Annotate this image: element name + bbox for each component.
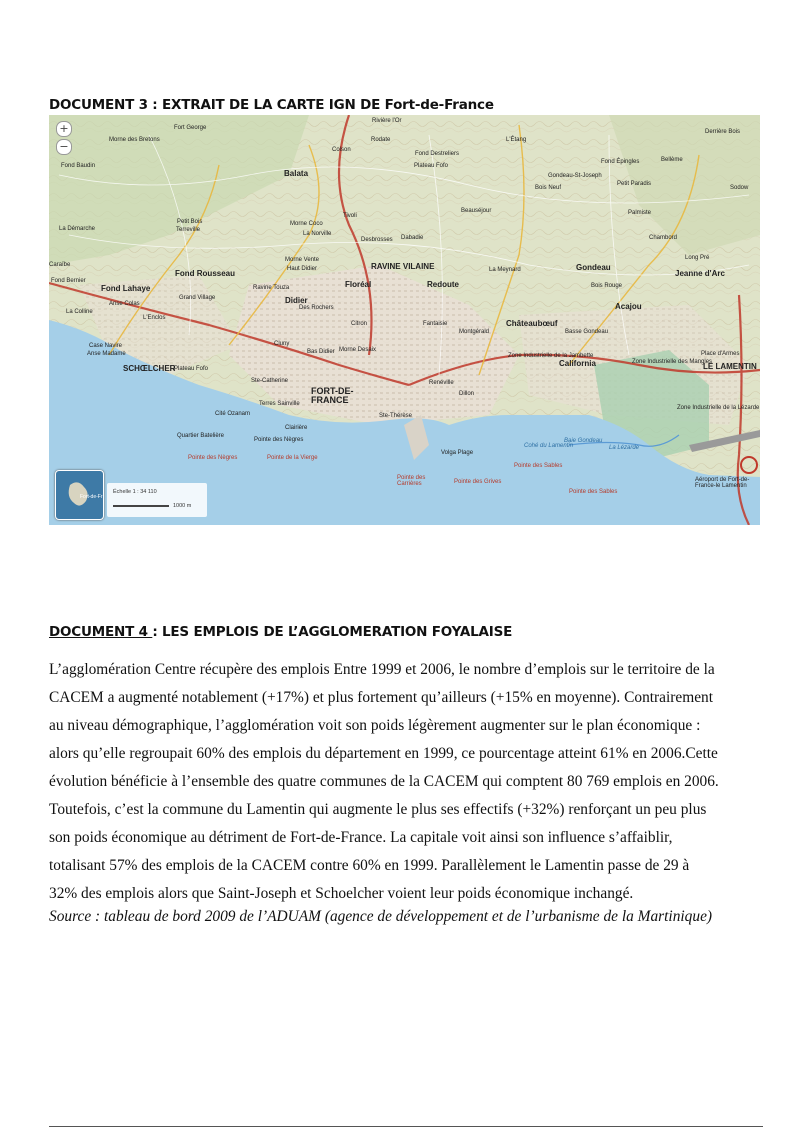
map-label: Fond Lahaye — [101, 284, 151, 293]
map-label: Anse Madame — [87, 351, 126, 357]
map-label: Colson — [332, 147, 351, 153]
map-label: SCHŒLCHER — [123, 364, 176, 373]
map-label: Desbrosses — [361, 237, 393, 243]
map-label: Jeanne d'Arc — [675, 269, 725, 278]
paragraph-line: Toutefois, c’est la commune du Lamentin qui augmente le plus ses effectifs (+32%) renforçant un peu plus — [49, 801, 707, 818]
map-label: La Démarche — [59, 226, 96, 232]
map-label: California — [559, 359, 596, 368]
map-label: Des Rochers — [299, 305, 334, 311]
map-label: Morne Desaix — [339, 347, 377, 353]
map-label: Long Pré — [685, 255, 710, 261]
map-label: Acajou — [615, 302, 642, 311]
map-label: Place d'Armes — [701, 351, 740, 357]
map-label: Derrière Bois — [705, 129, 741, 135]
paragraph-line: totalisant 57% des emplois de la CACEM contre 60% en 1999. Parallèlement le Lamentin passe de 29 à — [49, 857, 690, 874]
map-label: Plateau Fofo — [174, 366, 209, 372]
map-label: Terreville — [176, 227, 201, 233]
map-label: Chambord — [649, 235, 678, 241]
map-label: Cité Ozanam — [215, 411, 251, 417]
map-label: La Lézarde — [609, 445, 640, 451]
map-label: Redoute — [427, 280, 459, 289]
map-label: Dabadie — [401, 235, 424, 241]
map-label: Pointe des Nègres — [254, 437, 304, 443]
map-label: Fond Rousseau — [175, 269, 236, 278]
document-4-title-text: : LES EMPLOIS DE L’AGGLOMERATION FOYALAISE — [152, 624, 513, 640]
document-4-paragraph — [49, 656, 763, 926]
map-label: Clairière — [285, 425, 308, 431]
map-label: Fort George — [174, 125, 207, 131]
document-4-title — [49, 624, 512, 640]
map-label: La Norville — [303, 231, 332, 237]
paragraph-line: alors qu’elle regroupait 60% des emplois du département en 1999, ce pourcentage atteint 61% en 2006.Cette — [49, 745, 718, 762]
map-label: Cluny — [274, 341, 290, 347]
map-label: Volga Plage — [441, 450, 474, 456]
map-label: Grand Village — [179, 295, 216, 301]
map-label: Citron — [351, 321, 368, 327]
map-label: Ste-Thérèse — [379, 413, 413, 419]
map-label: Pointe des Sables — [514, 463, 563, 469]
map-label: Bois Neuf — [535, 185, 562, 191]
map-label: L'Enclos — [143, 315, 166, 321]
map-label: Fantaisie — [423, 321, 448, 327]
paragraph-line: évolution bénéficie à l’ensemble des quatre communes de la CACEM qui comptent 80 769 emplois en 2006. — [49, 773, 719, 790]
paragraph-line: CACEM a augmenté notablement (+17%) et plus fortement qu’ailleurs (+15% en moyenne). Contrairement — [49, 689, 714, 706]
map-label: Gondeau — [576, 263, 611, 272]
map-label: Zone Industrielle de la Jambette — [508, 353, 594, 359]
paragraph-line: son poids économique au détriment de Fort-de-France. La capitale voit ainsi son influence s’affaiblir, — [49, 829, 673, 846]
scale-bar-label: 1000 m — [173, 503, 192, 509]
map-label: Tivoli — [343, 213, 357, 219]
map-label: Morne des Bretons — [109, 137, 160, 143]
map-label: Aéroport de Fort-de-France-le Lamentin — [695, 477, 750, 489]
map-label: La Colline — [66, 309, 93, 315]
map-label: Ravine Touza — [253, 285, 290, 291]
map-label: Pointe des Sables — [569, 489, 618, 495]
map-label: Morne Vente — [285, 257, 320, 263]
map-label: Fond Bernier — [51, 278, 86, 284]
map-label: LE LAMENTIN — [703, 362, 757, 371]
map-label: Rodate — [371, 137, 391, 143]
map-label: Cohé du Lamentin — [524, 443, 574, 449]
scale-bar — [113, 505, 169, 507]
map-label: Case Navire — [89, 343, 123, 349]
map-label: Pointe des Carrières — [397, 475, 426, 487]
map-label: Plateau Fofo — [414, 163, 449, 169]
map-label: Fond Destreliers — [415, 151, 460, 157]
map-label: Balata — [284, 169, 309, 178]
map-label: Dillon — [459, 391, 475, 397]
source-citation: Source : tableau de bord 2009 de l’ADUAM (agence de développement et de l’urbanisme de la Martinique) — [49, 908, 713, 925]
map-label: Châteaubœuf — [506, 319, 558, 328]
map-label: Bois Rouge — [591, 283, 623, 289]
minimap-label: Fort-de-Fr — [80, 494, 103, 500]
map-label: Beauséjour — [461, 208, 492, 214]
scale-text: Échelle 1 : 34 110 — [113, 489, 157, 495]
map-label: Renéville — [429, 380, 454, 386]
document-3-title: DOCUMENT 3 : EXTRAIT DE LA CARTE IGN DE Fort-de-France — [49, 97, 494, 113]
paragraph-line: L’agglomération Centre récupère des emplois Entre 1999 et 2006, le nombre d’emplois sur le territoire de la — [49, 661, 715, 678]
map-label: Sodow — [730, 185, 749, 191]
map-label: Palmiste — [628, 210, 652, 216]
map-label-fort-de-france: FORT-DE-FRANCE — [311, 386, 354, 406]
map-label: Rivière l'Or — [372, 118, 402, 124]
map-label: RAVINE VILAINE — [371, 262, 435, 271]
map-label: Bellème — [661, 157, 683, 163]
zoom-out-button[interactable]: − — [56, 139, 72, 155]
map-label: Haut Didier — [287, 266, 318, 272]
map-label: Fond Baudin — [61, 163, 96, 169]
map-label: Pointe de la Vierge — [267, 455, 318, 461]
document-4-title-number: DOCUMENT 4 — [49, 624, 153, 640]
map-label: Morne Coco — [290, 221, 323, 227]
map-label: Pointe des Grives — [454, 479, 502, 485]
map-label: Bas Didier — [307, 349, 335, 355]
minimap[interactable] — [55, 470, 104, 520]
map-label: Terres Sainville — [259, 401, 300, 407]
map-label: Baie Gondeau — [564, 438, 603, 444]
map-label: Didier — [285, 296, 308, 305]
map-label: Anse Colas — [109, 301, 140, 307]
map-label: La Meynard — [489, 267, 521, 273]
map-label: Floréal — [345, 280, 372, 289]
map-label: Gondeau-St-Joseph — [548, 173, 602, 179]
paragraph-line: au niveau démographique, l’agglomération voit son poids légèrement augmenter sur le plan économique : — [49, 717, 701, 734]
map-label: Zone Industrielle des Mangles — [632, 359, 713, 365]
map-label: Petit Paradis — [617, 181, 652, 187]
zoom-in-button[interactable]: + — [56, 121, 72, 137]
map-label: Quartier Batelière — [177, 433, 225, 439]
map-label: Fond Épingles — [601, 159, 640, 165]
map-label: Caraïbe — [49, 262, 71, 268]
map-label: Basse Gondeau — [565, 329, 609, 335]
map-label: L'Étang — [506, 137, 527, 143]
map-label: Pointe des Nègres — [188, 455, 238, 461]
footer-divider — [49, 1126, 763, 1127]
map-label: Petit Bois — [177, 219, 203, 225]
ign-map[interactable] — [49, 115, 760, 525]
map-label: Ste-Catherine — [251, 378, 289, 384]
scale-panel — [107, 483, 207, 517]
map-label: Zone Industrielle de la Lézarde — [677, 405, 760, 411]
map-label: Montgérald — [459, 329, 490, 335]
paragraph-line: 32% des emplois alors que Saint-Joseph et Schoelcher voient leur poids économique inchangé. — [49, 885, 634, 902]
